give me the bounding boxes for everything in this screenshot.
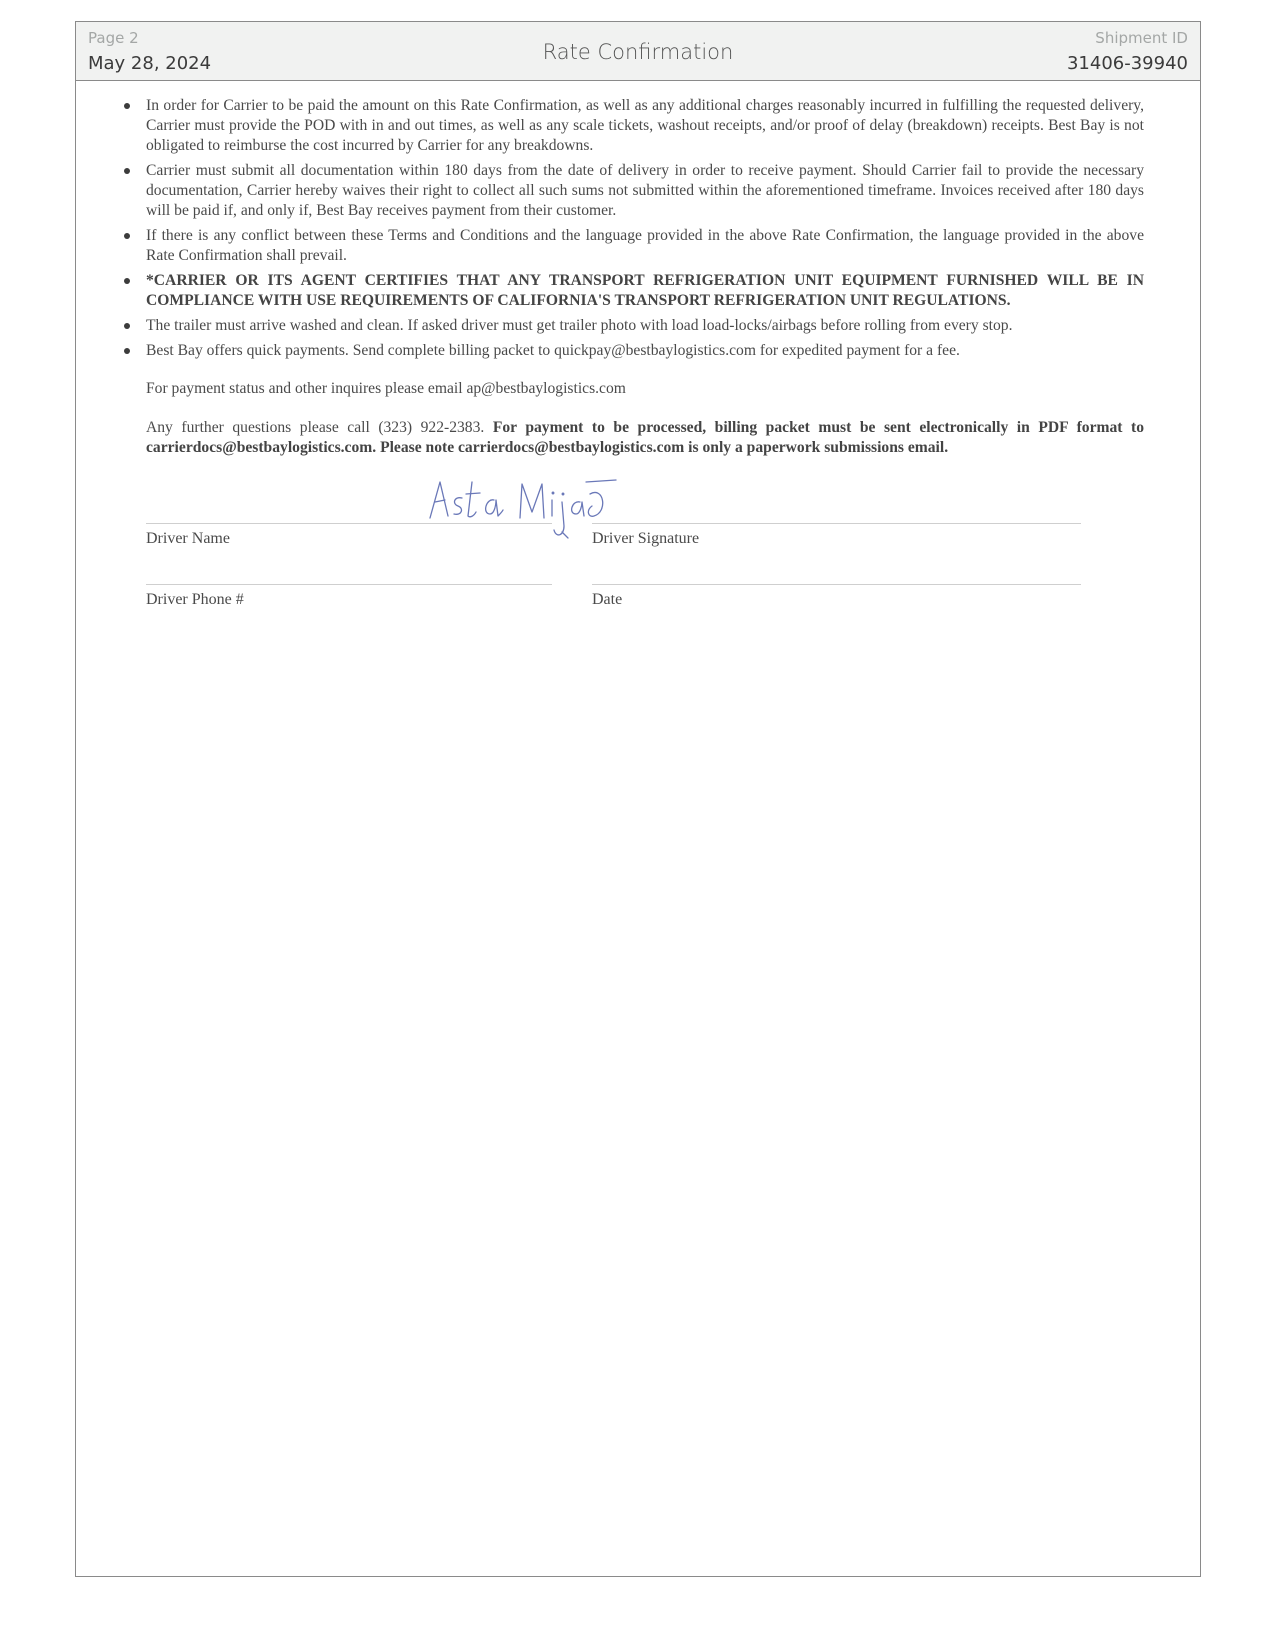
term-item: [124, 316, 1144, 336]
term-item: [124, 226, 1144, 266]
page-number-label: Page 2: [88, 29, 139, 47]
page-title: Rate Confirmation: [542, 40, 734, 64]
billing-instructions: For payment to be processed, billing packet must be sent electronically in PDF format to carrierdocs@bestbaylogistics.com. Please note carrierdocs@bestbaylogistics.com is only a paperwork submissions email.: [146, 419, 1145, 456]
questions-text: Any further questions please call (323) 922-2383.: [146, 419, 485, 436]
bullet-icon: [124, 233, 130, 239]
terms-content: [124, 96, 1144, 458]
driver-signature-line: [592, 523, 1081, 524]
document-date: May 28, 2024: [88, 53, 212, 74]
shipment-id-label: Shipment ID: [1095, 29, 1188, 47]
term-text: *CARRIER OR ITS AGENT CERTIFIES THAT ANY TRANSPORT REFRIGERATION UNIT EQUIPMENT FURNISHED WILL BE IN COMPLIANCE WITH USE REQUIREMENTS OF CALIFORNIA'S TRANSPORT REFRIGERATION UNIT REGULATIONS.: [146, 272, 1144, 309]
terms-list: [124, 96, 1144, 361]
bullet-icon: [124, 168, 130, 174]
driver-phone-line: [146, 584, 552, 585]
driver-name-label: Driver Name: [146, 530, 230, 547]
driver-name-line: [146, 523, 552, 524]
driver-phone-label: Driver Phone #: [146, 591, 244, 608]
driver-signature-label: Driver Signature: [592, 530, 700, 547]
term-text: In order for Carrier to be paid the amount on this Rate Confirmation, as well as any additional charges reasonably incurred in fulfilling the requested delivery, Carrier must provide the POD with in and out times, as well as any scale tickets, washout receipts, and/or proof of delay (breakdown) receipts. Best Bay is not obligated to reimburse the cost incurred by Carrier for any breakdowns.: [146, 97, 1144, 154]
term-item: [124, 341, 1144, 361]
page-header: [76, 22, 1200, 81]
bullet-icon: [124, 278, 130, 284]
term-item: [124, 96, 1144, 156]
signature-block: [146, 488, 1132, 648]
date-label: Date: [592, 591, 623, 608]
questions-note: [124, 418, 1144, 458]
term-text: The trailer must arrive washed and clean. If asked driver must get trailer photo with load load-locks/airbags before rolling from every stop.: [146, 317, 1013, 334]
bullet-icon: [124, 323, 130, 329]
term-text: Carrier must submit all documentation within 180 days from the date of delivery in order to receive payment. Should Carrier fail to provide the necessary documentation, Carrier hereby waives their right to collect all such sums not submitted within the aforementioned timeframe. Invoices received after 180 days will be paid if, and only if, Best Bay receives payment from their customer.: [146, 162, 1144, 219]
shipment-id-value: 31406-39940: [1066, 53, 1188, 74]
term-item-certification: [124, 271, 1144, 311]
bullet-icon: [124, 103, 130, 109]
term-text: If there is any conflict between these Terms and Conditions and the language provided in the above Rate Confirmation, the language provided in the above Rate Confirmation shall prevail.: [146, 227, 1144, 264]
term-text: Best Bay offers quick payments. Send complete billing packet to quickpay@bestbaylogistics.com for expedited payment for a fee.: [146, 342, 960, 359]
payment-status-note: For payment status and other inquires please email ap@bestbaylogistics.com: [146, 380, 626, 397]
term-item: [124, 161, 1144, 221]
date-line: [592, 584, 1081, 585]
page-frame: [75, 21, 1201, 1577]
bullet-icon: [124, 348, 130, 354]
